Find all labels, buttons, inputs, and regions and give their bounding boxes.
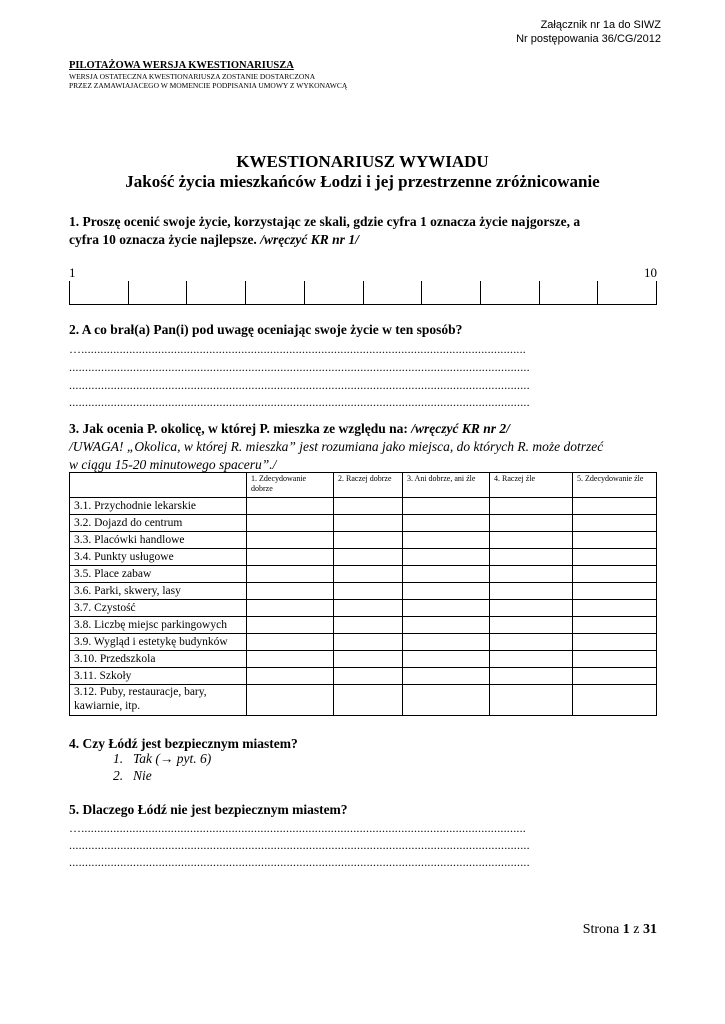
rating-cell-1[interactable] <box>247 515 334 532</box>
rating-cell-5[interactable] <box>573 617 657 634</box>
header-cell-1: 1. Zdecydowanie dobrze <box>247 473 334 498</box>
rating-cell-1[interactable] <box>247 549 334 566</box>
rating-cell-5[interactable] <box>573 668 657 685</box>
attachment-header <box>516 18 661 46</box>
answer-line[interactable]: …........................................................................................................................................... <box>69 821 526 835</box>
option-number: 2. <box>113 768 124 783</box>
rating-cell-5[interactable] <box>573 498 657 515</box>
option-label: Tak (→ pyt. 6) <box>133 751 212 766</box>
rating-cell-1[interactable] <box>247 634 334 651</box>
rating-cell-1[interactable] <box>247 668 334 685</box>
scale-cell-10[interactable] <box>598 281 656 304</box>
table-row <box>70 617 657 634</box>
question-3-text: 3. Jak ocenia P. okolicę, w której P. mieszka ze względu na: <box>69 421 412 436</box>
answer-line[interactable]: ................................................................................................................................................ <box>69 395 530 409</box>
scale-cell-6[interactable] <box>364 281 423 304</box>
header-cell-5: 5. Zdecydowanie źle <box>573 473 657 498</box>
rating-cell-1[interactable] <box>247 600 334 617</box>
rating-cell-5[interactable] <box>573 549 657 566</box>
rating-cell-1[interactable] <box>247 532 334 549</box>
page-footer <box>583 922 657 938</box>
rating-cell-4[interactable] <box>490 583 573 600</box>
page-prefix: Strona <box>582 922 623 937</box>
rating-cell-3[interactable] <box>403 634 490 651</box>
document-title <box>0 152 725 192</box>
rating-cell-3[interactable] <box>403 566 490 583</box>
rating-cell-2[interactable] <box>334 532 403 549</box>
question-3-note-line-2: w ciągu 15-20 minutowego spaceru”./ <box>69 457 277 472</box>
rating-cell-4[interactable] <box>490 651 573 668</box>
question-1-instruction: /wręczyć KR nr 1/ <box>256 232 359 247</box>
rating-cell-5[interactable] <box>573 515 657 532</box>
rating-cell-2[interactable] <box>334 668 403 685</box>
pilot-note-line-2: PRZEZ ZAMAWIAJACEGO W MOMENCIE PODPISANIA UMOWY Z WYKONAWCĄ <box>69 81 348 90</box>
answer-line[interactable]: …........................................................................................................................................... <box>69 342 526 356</box>
attachment-label: Załącznik nr 1a do SIWZ <box>540 19 661 31</box>
pilot-title: PILOTAŻOWA WERSJA KWESTIONARIUSZA <box>69 60 294 71</box>
scale-cell-2[interactable] <box>129 281 188 304</box>
rating-scale-labels <box>69 265 657 281</box>
rating-cell-2[interactable] <box>334 583 403 600</box>
rating-cell-2[interactable] <box>334 498 403 515</box>
row-label: 3.1. Przychodnie lekarskie <box>70 498 247 515</box>
rating-cell-3[interactable] <box>403 600 490 617</box>
rating-cell-3[interactable] <box>403 532 490 549</box>
table-row <box>70 515 657 532</box>
rating-cell-5[interactable] <box>573 532 657 549</box>
question-1-line-1: 1. Proszę ocenić swoje życie, korzystając ze skali, gdzie cyfra 1 oznacza życie najgorsze, a <box>69 214 581 229</box>
scale-cell-9[interactable] <box>540 281 599 304</box>
option-label: Nie <box>133 768 152 783</box>
procedure-number: Nr postępowania 36/CG/2012 <box>516 33 661 45</box>
row-label: 3.6. Parki, skwery, lasy <box>70 583 247 600</box>
scale-cell-8[interactable] <box>481 281 540 304</box>
rating-cell-5[interactable] <box>573 685 657 716</box>
rating-cell-2[interactable] <box>334 549 403 566</box>
rating-cell-1[interactable] <box>247 566 334 583</box>
header-cell-4: 4. Raczej źle <box>490 473 573 498</box>
page-number: 1 <box>622 922 630 937</box>
scale-cell-1[interactable] <box>70 281 129 304</box>
row-label: 3.5. Place zabaw <box>70 566 247 583</box>
rating-cell-4[interactable] <box>490 549 573 566</box>
rating-cell-3[interactable] <box>403 685 490 716</box>
scale-cell-3[interactable] <box>187 281 246 304</box>
answer-line[interactable]: ................................................................................................................................................ <box>69 838 530 852</box>
neighbourhood-rating-table <box>69 472 657 716</box>
table-row <box>70 668 657 685</box>
question-4-text: 4. Czy Łódź jest bezpiecznym miastem? <box>69 736 298 751</box>
scale-max-label: 10 <box>644 265 657 280</box>
question-5 <box>69 801 659 819</box>
rating-cell-3[interactable] <box>403 549 490 566</box>
rating-cell-5[interactable] <box>573 566 657 583</box>
scale-cell-5[interactable] <box>305 281 364 304</box>
rating-scale <box>69 281 657 305</box>
question-1-line-2: cyfra 10 oznacza życie najlepsze. <box>69 232 257 247</box>
question-3-instruction: /wręczyć KR nr 2/ <box>411 421 510 436</box>
question-4-options <box>113 750 211 784</box>
question-5-text: 5. Dlaczego Łódź nie jest bezpiecznym miastem? <box>69 802 348 817</box>
rating-cell-2[interactable] <box>334 617 403 634</box>
document-title-sub: Jakość życia mieszkańców Łodzi i jej przestrzenne zróżnicowanie <box>125 172 600 191</box>
rating-cell-3[interactable] <box>403 583 490 600</box>
document-title-main: KWESTIONARIUSZ WYWIADU <box>236 152 489 171</box>
table-row <box>70 583 657 600</box>
page-sep: z <box>629 922 643 937</box>
rating-cell-4[interactable] <box>490 634 573 651</box>
rating-cell-2[interactable] <box>334 566 403 583</box>
row-label: 3.4. Punkty usługowe <box>70 549 247 566</box>
table-row <box>70 685 657 716</box>
rating-cell-1[interactable] <box>247 583 334 600</box>
row-label: 3.7. Czystość <box>70 600 247 617</box>
rating-cell-1[interactable] <box>247 685 334 716</box>
row-label: 3.9. Wygląd i estetykę budynków <box>70 634 247 651</box>
page-total: 31 <box>643 922 657 937</box>
row-label: 3.8. Liczbę miejsc parkingowych <box>70 617 247 634</box>
header-cell-empty <box>70 473 247 498</box>
rating-cell-4[interactable] <box>490 600 573 617</box>
question-2 <box>69 321 659 339</box>
row-label: 3.3. Placówki handlowe <box>70 532 247 549</box>
rating-cell-5[interactable] <box>573 600 657 617</box>
question-2-text: 2. A co brał(a) Pan(i) pod uwagę oceniając swoje życie w ten sposób? <box>69 322 463 337</box>
rating-cell-4[interactable] <box>490 668 573 685</box>
answer-line[interactable]: ................................................................................................................................................ <box>69 855 530 869</box>
scale-cell-4[interactable] <box>246 281 305 304</box>
answer-line[interactable]: ................................................................................................................................................ <box>69 360 530 374</box>
rating-cell-2[interactable] <box>334 634 403 651</box>
row-label: 3.12. Puby, restauracje, bary, kawiarnie, itp. <box>70 685 247 716</box>
row-label: 3.11. Szkoły <box>70 668 247 685</box>
row-label: 3.10. Przedszkola <box>70 651 247 668</box>
question-3-note-line-1: /UWAGA! „Okolica, w której R. mieszka” jest rozumiana jako miejsca, do których R. może dotrzeć <box>69 439 604 454</box>
pilot-notice <box>69 61 347 90</box>
table-row <box>70 566 657 583</box>
rating-cell-2[interactable] <box>334 515 403 532</box>
row-label: 3.2. Dojazd do centrum <box>70 515 247 532</box>
table-row <box>70 651 657 668</box>
table-row <box>70 634 657 651</box>
rating-cell-2[interactable] <box>334 600 403 617</box>
rating-cell-4[interactable] <box>490 617 573 634</box>
answer-line[interactable]: ................................................................................................................................................ <box>69 378 530 392</box>
scale-cell-7[interactable] <box>422 281 481 304</box>
rating-cell-3[interactable] <box>403 498 490 515</box>
rating-cell-4[interactable] <box>490 498 573 515</box>
rating-cell-5[interactable] <box>573 583 657 600</box>
rating-cell-1[interactable] <box>247 498 334 515</box>
rating-cell-3[interactable] <box>403 515 490 532</box>
rating-cell-5[interactable] <box>573 651 657 668</box>
question-3 <box>69 420 659 474</box>
option-no[interactable] <box>113 767 211 784</box>
rating-cell-4[interactable] <box>490 515 573 532</box>
rating-cell-3[interactable] <box>403 651 490 668</box>
rating-cell-4[interactable] <box>490 566 573 583</box>
scale-min-label: 1 <box>69 265 76 280</box>
rating-cell-4[interactable] <box>490 685 573 716</box>
header-cell-2: 2. Raczej dobrze <box>334 473 403 498</box>
table-header-row <box>70 473 657 498</box>
rating-cell-3[interactable] <box>403 617 490 634</box>
table-row <box>70 532 657 549</box>
option-number: 1. <box>113 751 124 766</box>
table-row <box>70 600 657 617</box>
pilot-note-line-1: WERSJA OSTATECZNA KWESTIONARIUSZA ZOSTANIE DOSTARCZONA <box>69 72 316 81</box>
rating-cell-4[interactable] <box>490 532 573 549</box>
rating-cell-2[interactable] <box>334 651 403 668</box>
rating-cell-1[interactable] <box>247 617 334 634</box>
rating-cell-3[interactable] <box>403 668 490 685</box>
header-cell-3: 3. Ani dobrze, ani źle <box>403 473 490 498</box>
table-body <box>70 498 657 716</box>
option-yes[interactable] <box>113 750 211 767</box>
table-row <box>70 498 657 515</box>
rating-cell-5[interactable] <box>573 634 657 651</box>
question-1 <box>69 213 659 249</box>
rating-cell-2[interactable] <box>334 685 403 716</box>
rating-cell-1[interactable] <box>247 651 334 668</box>
table-row <box>70 549 657 566</box>
